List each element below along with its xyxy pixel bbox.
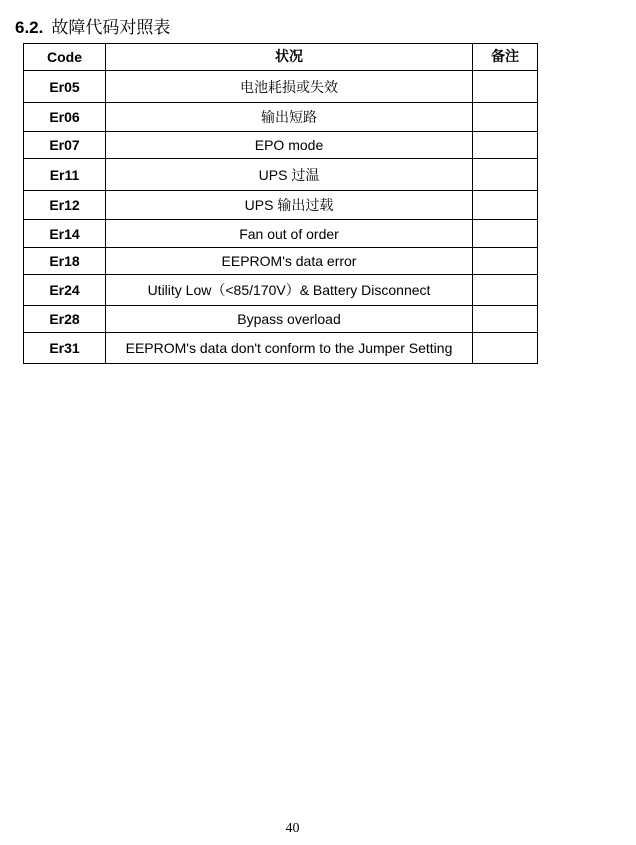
status-cell: EPO mode [106,132,473,159]
table-row [24,275,538,306]
status-cell: 输出短路 [106,103,473,132]
remark-cell [473,103,538,132]
header-status: 状况 [106,44,473,71]
remark-cell [473,191,538,220]
table-row [24,306,538,333]
code-cell: Er12 [24,191,106,220]
status-cell: EEPROM's data error [106,248,473,275]
code-cell: Er18 [24,248,106,275]
table-row [24,248,538,275]
header-remark: 备注 [473,44,538,71]
header-code: Code [24,44,106,71]
fault-code-table [23,43,538,364]
table-row [24,103,538,132]
remark-cell [473,132,538,159]
code-cell: Er14 [24,220,106,248]
remark-cell [473,275,538,306]
table-header-row [24,44,538,71]
remark-cell [473,306,538,333]
table-row [24,220,538,248]
page-number: 40 [285,821,300,836]
table-row [24,191,538,220]
code-cell: Er06 [24,103,106,132]
table-row [24,333,538,364]
section-title: 故障代码对照表 [51,18,171,38]
code-cell: Er11 [24,159,106,191]
status-cell: Fan out of order [106,220,473,248]
code-cell: Er07 [24,132,106,159]
status-cell: Utility Low（<85/170V）& Battery Disconnect [106,275,473,306]
status-cell: UPS 过温 [106,159,473,191]
section-number: 6.2. [15,18,44,37]
table-row [24,71,538,103]
status-cell: UPS 输出过载 [106,191,473,220]
status-cell: Bypass overload [106,306,473,333]
code-cell: Er24 [24,275,106,306]
code-cell: Er28 [24,306,106,333]
remark-cell [473,333,538,364]
remark-cell [473,248,538,275]
status-cell: EEPROM's data don't conform to the Jumper Setting [106,333,473,364]
table-row [24,159,538,191]
remark-cell [473,220,538,248]
section-heading [15,17,170,39]
code-cell: Er31 [24,333,106,364]
table-row [24,132,538,159]
remark-cell [473,71,538,103]
remark-cell [473,159,538,191]
status-cell: 电池耗损或失效 [106,71,473,103]
code-cell: Er05 [24,71,106,103]
